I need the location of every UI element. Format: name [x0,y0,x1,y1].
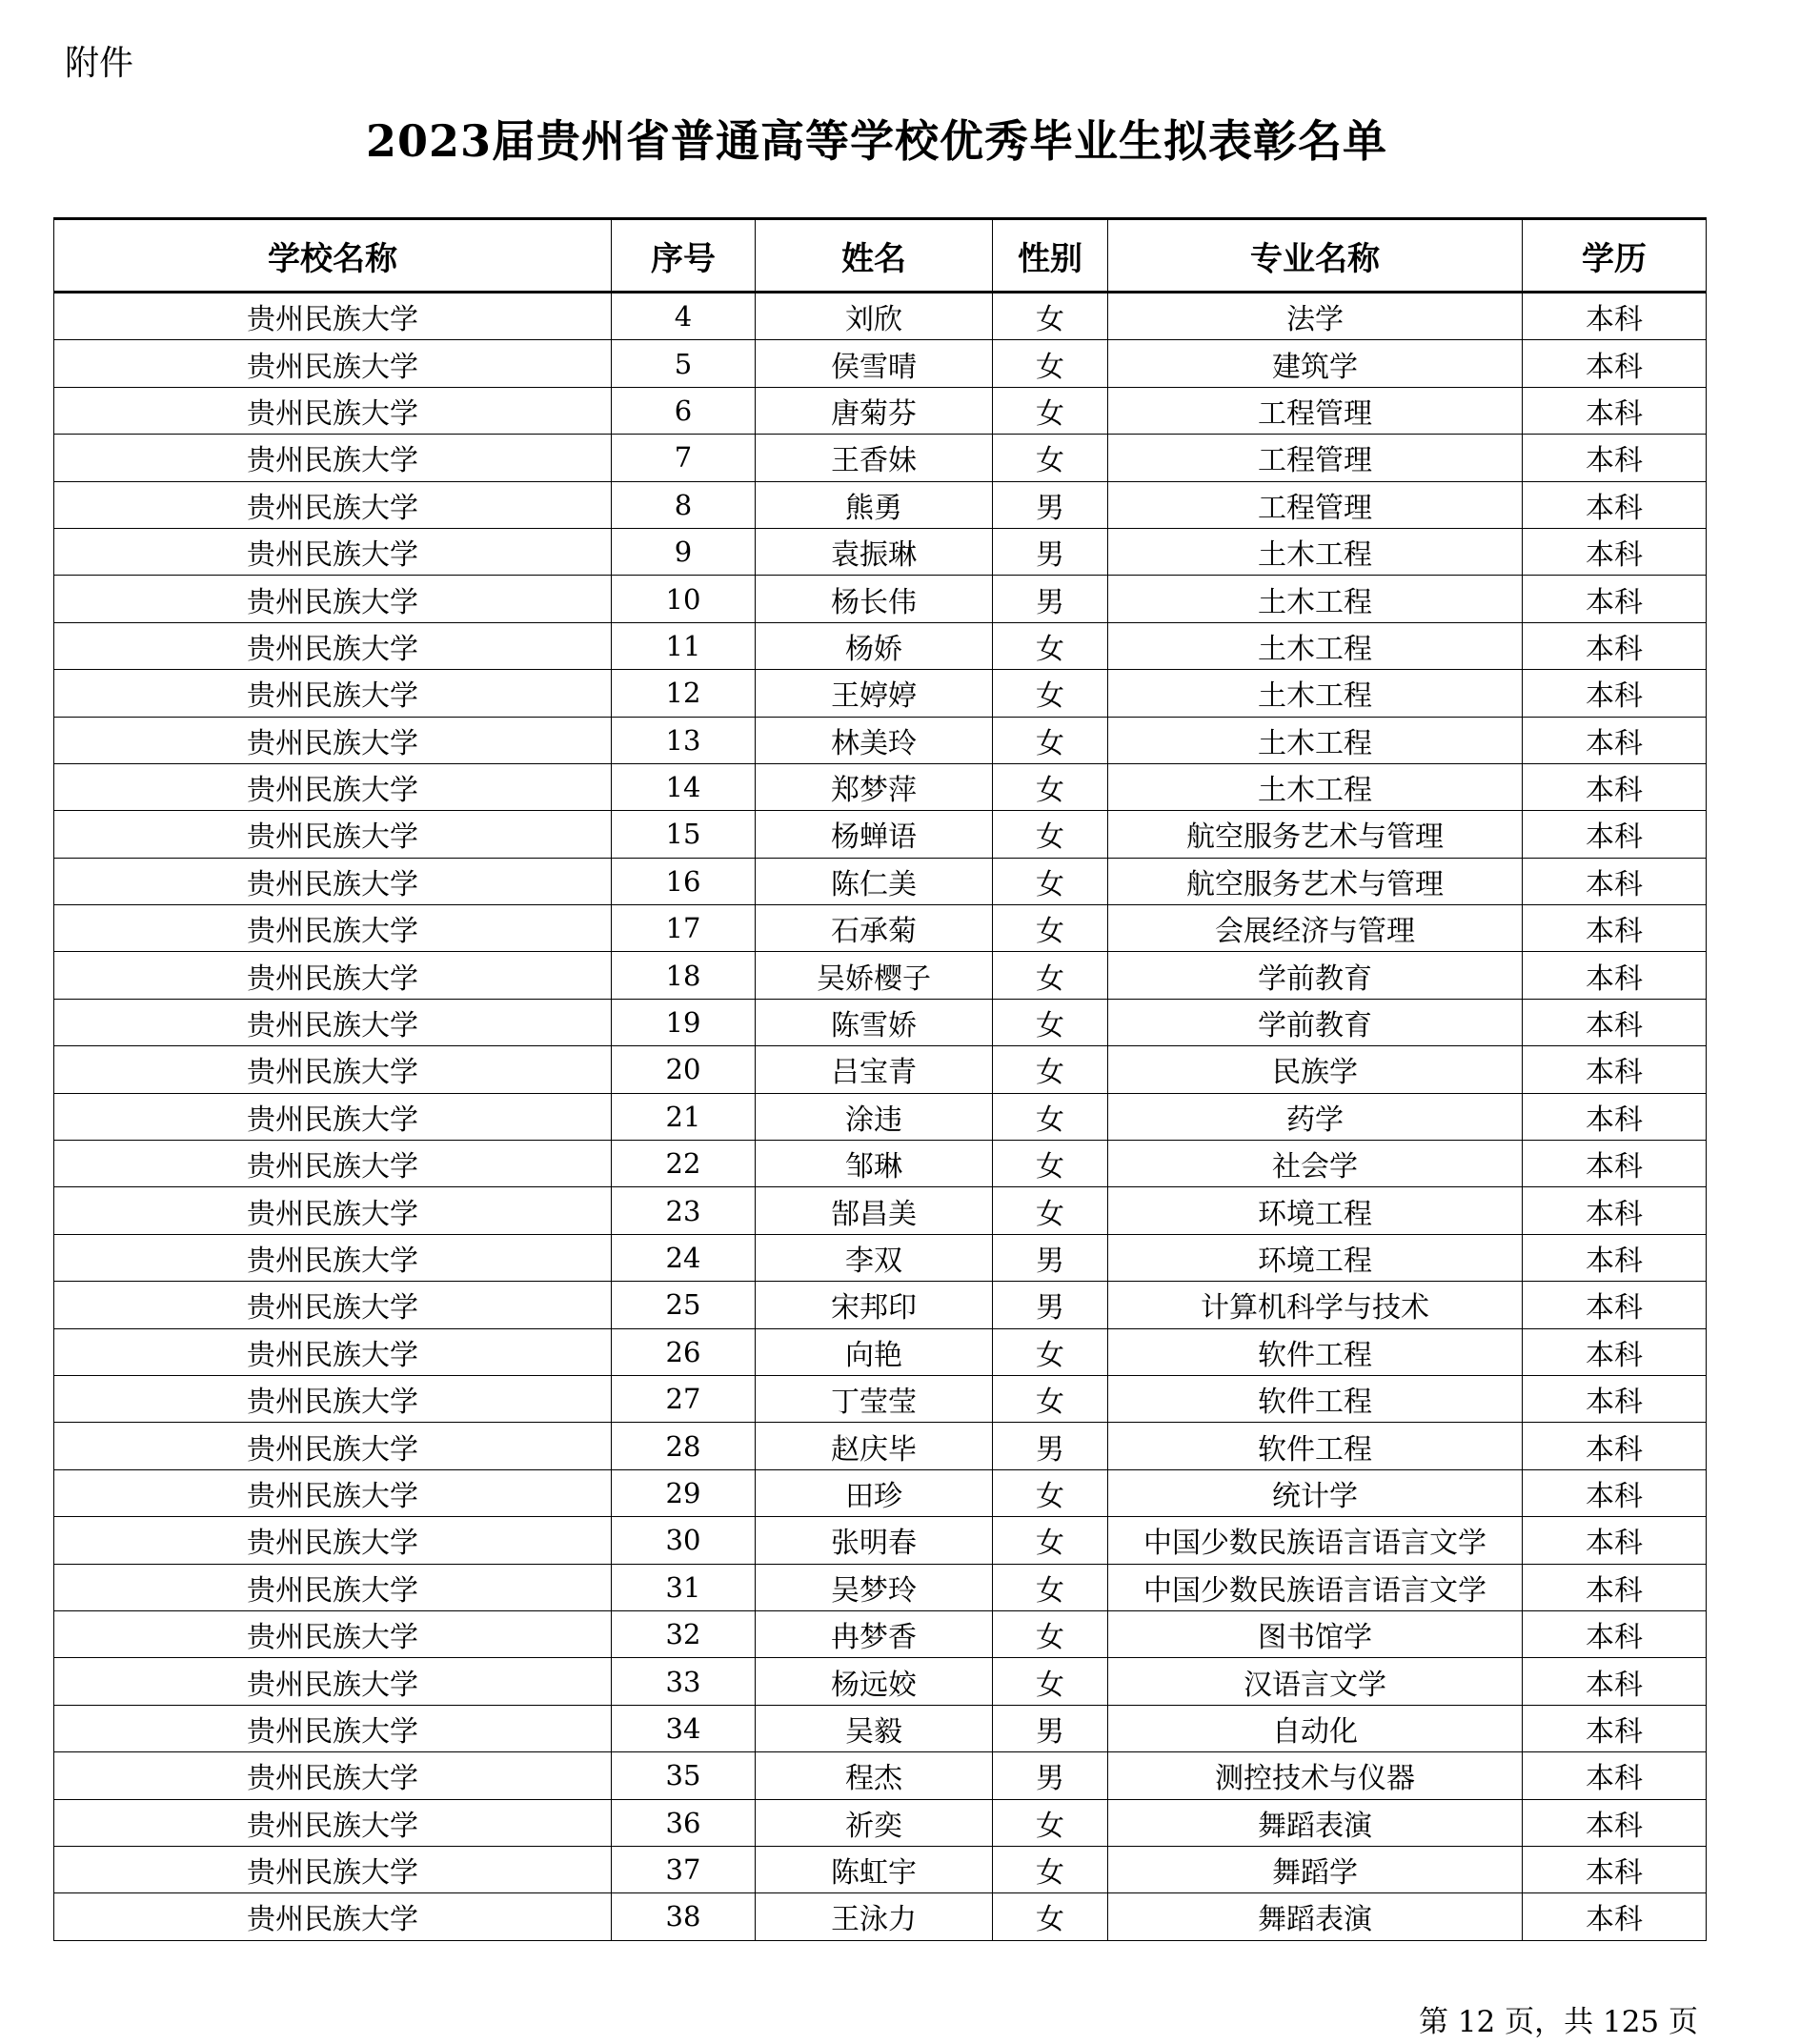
index-cell: 13 [612,717,756,763]
school-cell: 贵州民族大学 [54,670,612,717]
table-header-row [54,219,1707,293]
table-row [54,952,1707,999]
table-row [54,1046,1707,1093]
school-cell: 贵州民族大学 [54,435,612,481]
index-cell: 17 [612,905,756,952]
major-cell: 工程管理 [1108,481,1523,528]
gender-cell: 女 [993,905,1108,952]
gender-cell: 男 [993,1234,1108,1281]
degree-cell: 本科 [1523,1752,1707,1799]
gender-cell: 男 [993,1752,1108,1799]
table-row [54,1282,1707,1328]
major-cell: 工程管理 [1108,435,1523,481]
gender-cell: 女 [993,1141,1108,1187]
school-cell: 贵州民族大学 [54,576,612,622]
degree-cell: 本科 [1523,481,1707,528]
table-row [54,1469,1707,1516]
gender-cell: 女 [993,858,1108,904]
gender-cell: 女 [993,717,1108,763]
degree-cell: 本科 [1523,340,1707,387]
index-cell: 15 [612,811,756,858]
major-cell: 计算机科学与技术 [1108,1282,1523,1328]
table-row [54,481,1707,528]
table-row [54,435,1707,481]
major-cell: 土木工程 [1108,670,1523,717]
degree-cell: 本科 [1523,1141,1707,1187]
gender-cell: 女 [993,1187,1108,1234]
major-cell: 自动化 [1108,1705,1523,1751]
major-cell: 会展经济与管理 [1108,905,1523,952]
degree-cell: 本科 [1523,528,1707,575]
gender-cell: 女 [993,763,1108,810]
name-cell: 侯雪晴 [756,340,993,387]
name-cell: 王香妹 [756,435,993,481]
header-degree: 学历 [1523,219,1707,293]
major-cell: 汉语言文学 [1108,1658,1523,1705]
degree-cell: 本科 [1523,1705,1707,1751]
name-cell: 李双 [756,1234,993,1281]
school-cell: 贵州民族大学 [54,717,612,763]
table-row [54,1658,1707,1705]
major-cell: 图书馆学 [1108,1610,1523,1657]
index-cell: 33 [612,1658,756,1705]
table-row [54,622,1707,669]
degree-cell: 本科 [1523,858,1707,904]
school-cell: 贵州民族大学 [54,1658,612,1705]
degree-cell: 本科 [1523,1469,1707,1516]
table-row [54,1187,1707,1234]
index-cell: 7 [612,435,756,481]
name-cell: 林美玲 [756,717,993,763]
name-cell: 冉梦香 [756,1610,993,1657]
index-cell: 25 [612,1282,756,1328]
table-row [54,293,1707,340]
name-cell: 杨远姣 [756,1658,993,1705]
school-cell: 贵州民族大学 [54,1423,612,1469]
index-cell: 6 [612,387,756,434]
major-cell: 药学 [1108,1093,1523,1140]
index-cell: 35 [612,1752,756,1799]
school-cell: 贵州民族大学 [54,763,612,810]
degree-cell: 本科 [1523,1093,1707,1140]
name-cell: 祈奕 [756,1799,993,1846]
gender-cell: 男 [993,1705,1108,1751]
name-cell: 陈仁美 [756,858,993,904]
gender-cell: 女 [993,811,1108,858]
major-cell: 中国少数民族语言语言文学 [1108,1517,1523,1564]
school-cell: 贵州民族大学 [54,481,612,528]
name-cell: 陈虹宇 [756,1846,993,1892]
index-cell: 37 [612,1846,756,1892]
degree-cell: 本科 [1523,1658,1707,1705]
major-cell: 统计学 [1108,1469,1523,1516]
index-cell: 10 [612,576,756,622]
name-cell: 石承菊 [756,905,993,952]
table-row [54,1799,1707,1846]
school-cell: 贵州民族大学 [54,905,612,952]
degree-cell: 本科 [1523,1187,1707,1234]
major-cell: 软件工程 [1108,1375,1523,1422]
table-row [54,670,1707,717]
index-cell: 31 [612,1564,756,1610]
major-cell: 土木工程 [1108,622,1523,669]
index-cell: 14 [612,763,756,810]
table-row [54,763,1707,810]
name-cell: 郑梦萍 [756,763,993,810]
header-name: 姓名 [756,219,993,293]
name-cell: 王婷婷 [756,670,993,717]
school-cell: 贵州民族大学 [54,528,612,575]
degree-cell: 本科 [1523,1423,1707,1469]
index-cell: 29 [612,1469,756,1516]
major-cell: 土木工程 [1108,763,1523,810]
gender-cell: 女 [993,1375,1108,1422]
index-cell: 30 [612,1517,756,1564]
gender-cell: 女 [993,1610,1108,1657]
gender-cell: 女 [993,340,1108,387]
gender-cell: 女 [993,435,1108,481]
table-row [54,1093,1707,1140]
index-cell: 23 [612,1187,756,1234]
name-cell: 杨长伟 [756,576,993,622]
name-cell: 宋邦印 [756,1282,993,1328]
school-cell: 贵州民族大学 [54,1517,612,1564]
gender-cell: 女 [993,999,1108,1045]
major-cell: 民族学 [1108,1046,1523,1093]
table-row [54,1610,1707,1657]
table-row [54,999,1707,1045]
degree-cell: 本科 [1523,1564,1707,1610]
index-cell: 27 [612,1375,756,1422]
degree-cell: 本科 [1523,763,1707,810]
table-row [54,1564,1707,1610]
header-gender: 性别 [993,219,1108,293]
table-row [54,528,1707,575]
major-cell: 法学 [1108,293,1523,340]
major-cell: 土木工程 [1108,528,1523,575]
school-cell: 贵州民族大学 [54,1469,612,1516]
school-cell: 贵州民族大学 [54,1093,612,1140]
degree-cell: 本科 [1523,387,1707,434]
name-cell: 袁振琳 [756,528,993,575]
index-cell: 16 [612,858,756,904]
gender-cell: 女 [993,1517,1108,1564]
name-cell: 吕宝青 [756,1046,993,1093]
school-cell: 贵州民族大学 [54,622,612,669]
index-cell: 24 [612,1234,756,1281]
degree-cell: 本科 [1523,1517,1707,1564]
name-cell: 田珍 [756,1469,993,1516]
degree-cell: 本科 [1523,1046,1707,1093]
school-cell: 贵州民族大学 [54,1564,612,1610]
index-cell: 18 [612,952,756,999]
index-cell: 12 [612,670,756,717]
index-cell: 19 [612,999,756,1045]
major-cell: 航空服务艺术与管理 [1108,811,1523,858]
table-row [54,1705,1707,1751]
school-cell: 贵州民族大学 [54,1893,612,1940]
index-cell: 34 [612,1705,756,1751]
school-cell: 贵州民族大学 [54,1799,612,1846]
school-cell: 贵州民族大学 [54,1846,612,1892]
index-cell: 26 [612,1328,756,1375]
gender-cell: 男 [993,1423,1108,1469]
degree-cell: 本科 [1523,1234,1707,1281]
table-row [54,1328,1707,1375]
name-cell: 刘欣 [756,293,993,340]
name-cell: 程杰 [756,1752,993,1799]
table-row [54,1375,1707,1422]
name-cell: 杨娇 [756,622,993,669]
header-school: 学校名称 [54,219,612,293]
index-cell: 9 [612,528,756,575]
degree-cell: 本科 [1523,811,1707,858]
name-cell: 王泳力 [756,1893,993,1940]
table-row [54,576,1707,622]
school-cell: 贵州民族大学 [54,1046,612,1093]
table-row [54,811,1707,858]
document-title: 2023届贵州省普通高等学校优秀毕业生拟表彰名单 [365,115,1388,167]
school-cell: 贵州民族大学 [54,999,612,1045]
major-cell: 软件工程 [1108,1423,1523,1469]
name-cell: 吴梦玲 [756,1564,993,1610]
table-row [54,1752,1707,1799]
index-cell: 21 [612,1093,756,1140]
gender-cell: 女 [993,1799,1108,1846]
index-cell: 22 [612,1141,756,1187]
degree-cell: 本科 [1523,293,1707,340]
gender-cell: 女 [993,1469,1108,1516]
major-cell: 学前教育 [1108,999,1523,1045]
name-cell: 熊勇 [756,481,993,528]
gender-cell: 男 [993,528,1108,575]
gender-cell: 男 [993,481,1108,528]
degree-cell: 本科 [1523,905,1707,952]
degree-cell: 本科 [1523,717,1707,763]
gender-cell: 女 [993,1893,1108,1940]
school-cell: 贵州民族大学 [54,1375,612,1422]
major-cell: 环境工程 [1108,1234,1523,1281]
name-cell: 邹琳 [756,1141,993,1187]
degree-cell: 本科 [1523,1610,1707,1657]
degree-cell: 本科 [1523,435,1707,481]
school-cell: 贵州民族大学 [54,1752,612,1799]
degree-cell: 本科 [1523,670,1707,717]
major-cell: 舞蹈学 [1108,1846,1523,1892]
school-cell: 贵州民族大学 [54,858,612,904]
school-cell: 贵州民族大学 [54,1187,612,1234]
gender-cell: 女 [993,1328,1108,1375]
degree-cell: 本科 [1523,1375,1707,1422]
degree-cell: 本科 [1523,999,1707,1045]
gender-cell: 女 [993,670,1108,717]
page-number: 第 12 页，共 125 页 [1418,2005,1698,2039]
gender-cell: 女 [993,1846,1108,1892]
major-cell: 土木工程 [1108,717,1523,763]
gender-cell: 女 [993,952,1108,999]
name-cell: 向艳 [756,1328,993,1375]
degree-cell: 本科 [1523,622,1707,669]
school-cell: 贵州民族大学 [54,1234,612,1281]
name-cell: 赵庆毕 [756,1423,993,1469]
index-cell: 11 [612,622,756,669]
gender-cell: 女 [993,1658,1108,1705]
table-row [54,340,1707,387]
table-row [54,1846,1707,1892]
gender-cell: 女 [993,622,1108,669]
major-cell: 舞蹈表演 [1108,1799,1523,1846]
gender-cell: 男 [993,1282,1108,1328]
honoree-table [53,217,1707,1941]
table-row [54,1234,1707,1281]
header-major: 专业名称 [1108,219,1523,293]
gender-cell: 女 [993,387,1108,434]
degree-cell: 本科 [1523,576,1707,622]
school-cell: 贵州民族大学 [54,1141,612,1187]
school-cell: 贵州民族大学 [54,1328,612,1375]
degree-cell: 本科 [1523,1846,1707,1892]
table-row [54,1141,1707,1187]
name-cell: 丁莹莹 [756,1375,993,1422]
major-cell: 舞蹈表演 [1108,1893,1523,1940]
index-cell: 38 [612,1893,756,1940]
major-cell: 航空服务艺术与管理 [1108,858,1523,904]
school-cell: 贵州民族大学 [54,1705,612,1751]
index-cell: 20 [612,1046,756,1093]
major-cell: 学前教育 [1108,952,1523,999]
school-cell: 贵州民族大学 [54,952,612,999]
name-cell: 吴娇樱子 [756,952,993,999]
school-cell: 贵州民族大学 [54,1610,612,1657]
major-cell: 土木工程 [1108,576,1523,622]
table-row [54,387,1707,434]
index-cell: 32 [612,1610,756,1657]
degree-cell: 本科 [1523,1282,1707,1328]
table-row [54,717,1707,763]
school-cell: 贵州民族大学 [54,340,612,387]
gender-cell: 女 [993,293,1108,340]
gender-cell: 女 [993,1046,1108,1093]
gender-cell: 女 [993,1564,1108,1610]
degree-cell: 本科 [1523,1893,1707,1940]
name-cell: 涂违 [756,1093,993,1140]
index-cell: 28 [612,1423,756,1469]
major-cell: 环境工程 [1108,1187,1523,1234]
major-cell: 中国少数民族语言语言文学 [1108,1564,1523,1610]
table-row [54,1893,1707,1940]
school-cell: 贵州民族大学 [54,293,612,340]
school-cell: 贵州民族大学 [54,811,612,858]
attachment-label: 附件 [65,44,134,83]
name-cell: 张明春 [756,1517,993,1564]
name-cell: 郜昌美 [756,1187,993,1234]
table-row [54,858,1707,904]
header-index: 序号 [612,219,756,293]
degree-cell: 本科 [1523,1799,1707,1846]
table-row [54,1423,1707,1469]
index-cell: 36 [612,1799,756,1846]
degree-cell: 本科 [1523,952,1707,999]
name-cell: 陈雪娇 [756,999,993,1045]
name-cell: 吴毅 [756,1705,993,1751]
index-cell: 5 [612,340,756,387]
index-cell: 4 [612,293,756,340]
major-cell: 软件工程 [1108,1328,1523,1375]
name-cell: 杨蝉语 [756,811,993,858]
table-row [54,1517,1707,1564]
gender-cell: 女 [993,1093,1108,1140]
gender-cell: 男 [993,576,1108,622]
table-row [54,905,1707,952]
degree-cell: 本科 [1523,1328,1707,1375]
major-cell: 测控技术与仪器 [1108,1752,1523,1799]
major-cell: 工程管理 [1108,387,1523,434]
school-cell: 贵州民族大学 [54,1282,612,1328]
name-cell: 唐菊芬 [756,387,993,434]
school-cell: 贵州民族大学 [54,387,612,434]
major-cell: 社会学 [1108,1141,1523,1187]
major-cell: 建筑学 [1108,340,1523,387]
index-cell: 8 [612,481,756,528]
